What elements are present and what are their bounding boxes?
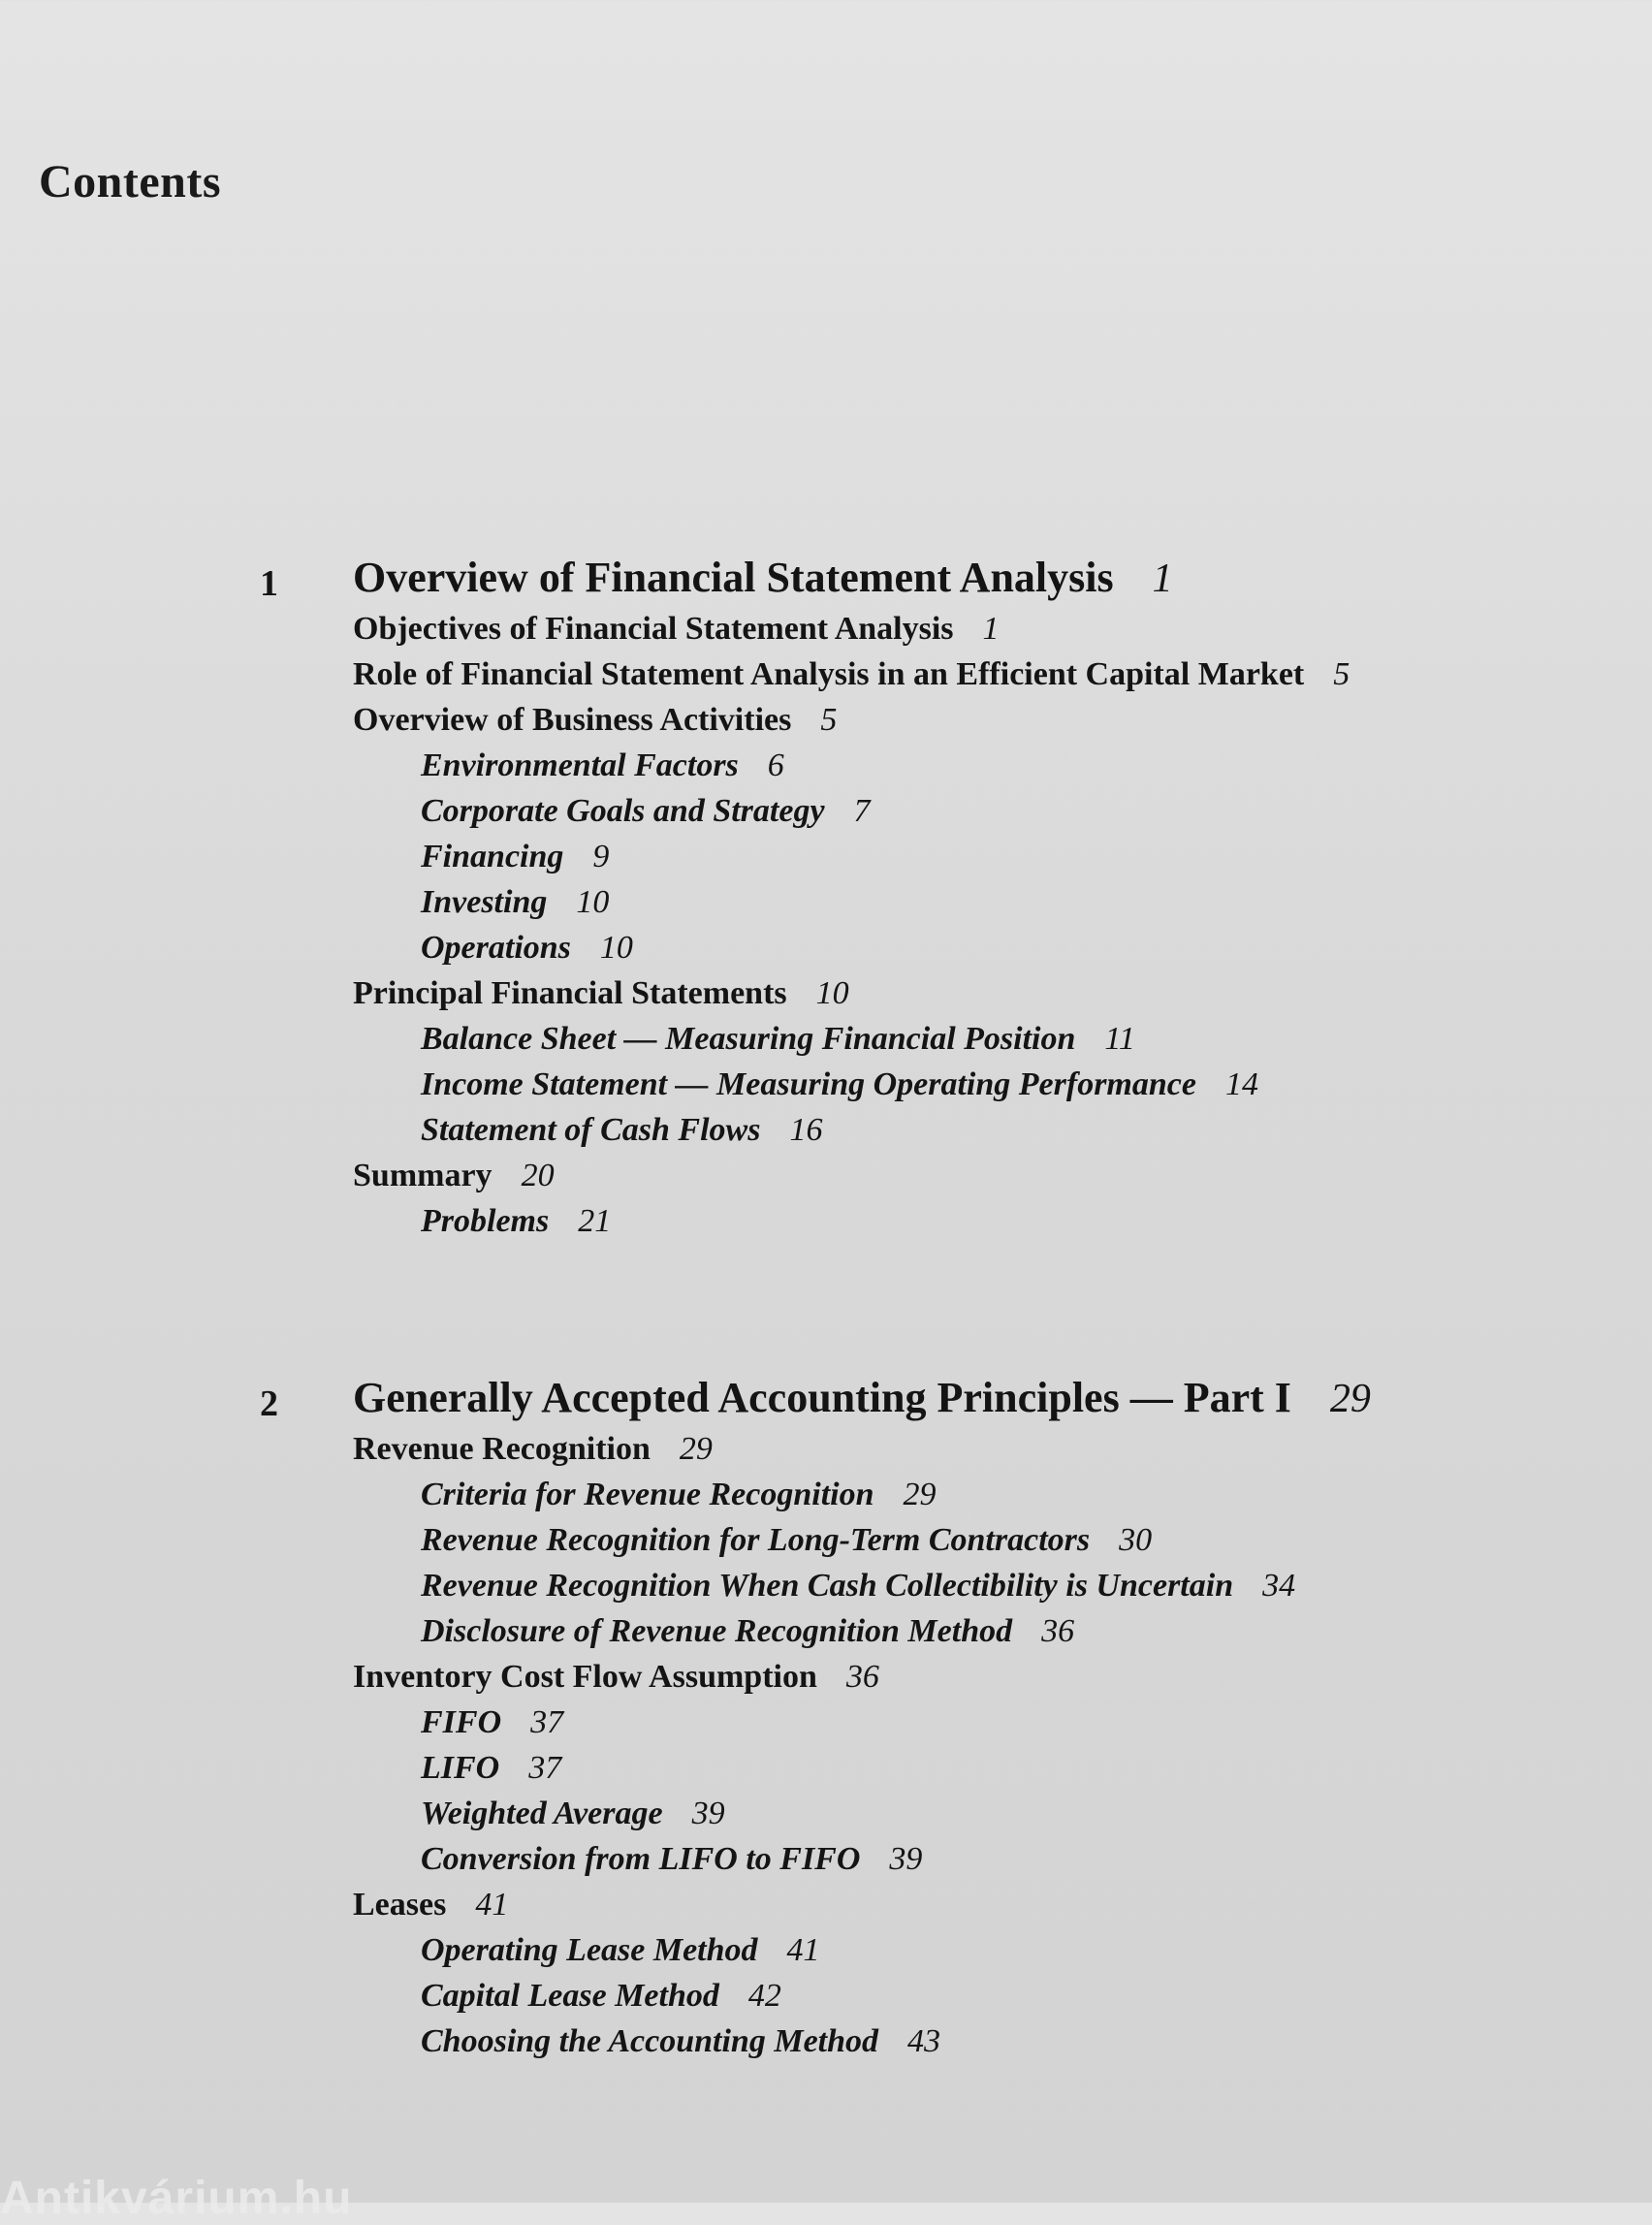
entry-page: 39 [691,1796,725,1831]
toc-entry[interactable] [421,1478,937,1511]
entry-title: Investing [421,884,548,920]
page-title: Contents [39,156,222,207]
toc-entry[interactable] [421,841,609,874]
entry-page: 11 [1104,1021,1135,1057]
entry-page: 36 [1041,1613,1075,1649]
entry-title: Disclosure of Revenue Recognition Method [421,1613,1013,1649]
chapter-title: Overview of Financial Statement Analysis [353,554,1114,601]
entry-title: Problems [421,1203,550,1239]
entry-title: Principal Financial Statements [353,975,787,1011]
toc-entry[interactable] [353,658,1350,691]
toc-entry[interactable] [353,613,1000,646]
entry-page: 10 [599,930,633,966]
toc-entry[interactable] [353,977,849,1010]
entry-page: 9 [592,839,610,874]
chapter-page-number: 1 [1152,556,1173,601]
entry-page: 37 [528,1750,562,1786]
entry-page: 16 [789,1112,823,1148]
toc-entry[interactable] [421,1980,781,2013]
chapter-title: Generally Accepted Accounting Principles — Part I [353,1374,1291,1421]
entry-title: Revenue Recognition When Cash Collectibility is Uncertain [421,1568,1234,1604]
entry-page: 20 [521,1158,555,1193]
entry-page: 5 [1333,656,1350,692]
entry-title: Revenue Recognition for Long-Term Contractors [421,1522,1091,1558]
entry-title: Conversion from LIFO to FIFO [421,1841,861,1877]
toc-entry[interactable] [421,932,633,965]
toc-entry[interactable] [421,1843,922,1876]
entry-title: LIFO [421,1750,500,1786]
entry-page: 29 [679,1431,713,1467]
toc-entry[interactable] [421,1068,1258,1101]
toc-entry[interactable] [421,1114,822,1147]
toc-entry[interactable] [353,1661,879,1694]
entry-title: Overview of Business Activities [353,702,792,738]
entry-title: Role of Financial Statement Analysis in an Efficient Capital Market [353,656,1305,692]
entry-page: 41 [475,1887,509,1923]
entry-page: 34 [1262,1568,1296,1604]
toc-entry[interactable] [421,1570,1295,1603]
entry-page: 5 [820,702,838,738]
toc-entry[interactable] [421,1615,1074,1648]
entry-page: 37 [530,1704,564,1740]
entry-title: Operating Lease Method [421,1932,758,1968]
chapter-number: 2 [260,1383,278,1424]
entry-page: 10 [815,975,849,1011]
entry-title: Financing [421,839,564,874]
entry-page: 6 [767,747,784,783]
toc-entry[interactable] [353,1433,713,1466]
entry-page: 42 [747,1978,781,2014]
entry-title: Income Statement — Measuring Operating Performance [421,1066,1196,1102]
chapter-page-number: 29 [1329,1377,1371,1421]
entry-title: Environmental Factors [421,747,739,783]
toc-entry[interactable] [421,1752,561,1785]
entry-title: FIFO [421,1704,502,1740]
entry-page: 43 [907,2023,941,2059]
toc-entry[interactable] [353,704,837,737]
entry-page: 7 [853,793,871,829]
chapter-number: 1 [260,563,278,604]
entry-title: Corporate Goals and Strategy [421,793,825,829]
entry-page: 30 [1119,1522,1153,1558]
entry-title: Leases [353,1887,447,1923]
toc-entry[interactable] [421,1797,725,1830]
toc-entry[interactable] [421,1706,563,1739]
entry-page: 14 [1224,1066,1258,1102]
entry-page: 21 [578,1203,612,1239]
entry-page: 39 [889,1841,923,1877]
watermark: Antikvárium.hu [0,2173,353,2224]
toc-entry[interactable] [421,1205,611,1238]
entry-title: Inventory Cost Flow Assumption [353,1659,817,1695]
entry-title: Revenue Recognition [353,1431,651,1467]
chapter-title-row[interactable] [353,556,1173,599]
entry-title: Choosing the Accounting Method [421,2023,879,2059]
toc-entry[interactable] [421,1934,820,1967]
entry-title: Objectives of Financial Statement Analysis [353,611,954,647]
entry-page: 1 [982,611,1000,647]
entry-title: Weighted Average [421,1796,663,1831]
entry-page: 36 [845,1659,879,1695]
toc-entry[interactable] [353,1160,555,1192]
toc-entry[interactable] [353,1889,508,1922]
chapter-title-row[interactable] [353,1374,1371,1421]
entry-title: Criteria for Revenue Recognition [421,1477,874,1512]
entry-title: Summary [353,1158,492,1193]
toc-entry[interactable] [421,795,871,828]
toc-entry[interactable] [421,749,784,782]
entry-title: Capital Lease Method [421,1978,719,2014]
entry-title: Operations [421,930,571,966]
entry-title: Statement of Cash Flows [421,1112,761,1148]
entry-title: Balance Sheet — Measuring Financial Position [421,1021,1076,1057]
toc-entry[interactable] [421,886,609,919]
toc-entry[interactable] [421,1023,1135,1056]
toc-entry[interactable] [421,2025,940,2058]
toc-entry[interactable] [421,1524,1152,1557]
entry-page: 41 [786,1932,820,1968]
entry-page: 10 [576,884,610,920]
entry-page: 29 [903,1477,937,1512]
